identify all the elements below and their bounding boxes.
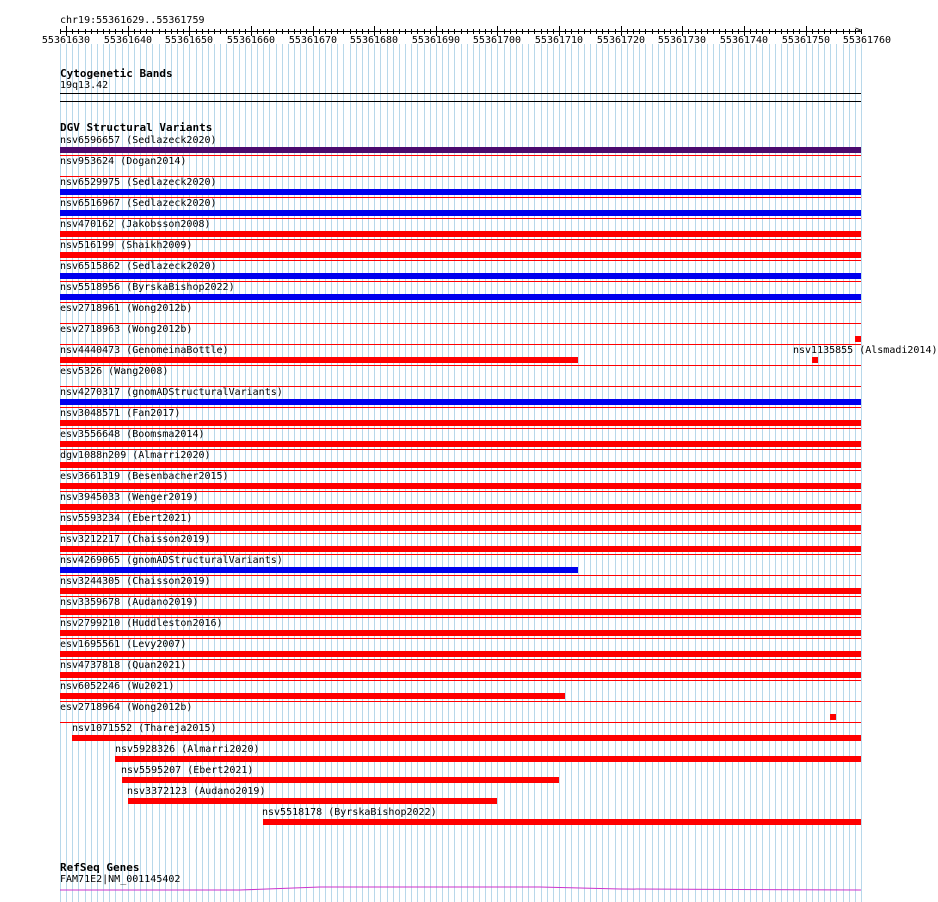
dgv-variant-label[interactable]: nsv470162 (Jakobsson2008) <box>60 219 211 230</box>
dgv-variant-bar[interactable] <box>60 588 861 594</box>
dgv-variant-bar[interactable] <box>60 504 861 510</box>
ruler-minor-tick <box>861 29 862 34</box>
dgv-variant-label[interactable]: nsv4737818 (Quan2021) <box>60 660 187 671</box>
cytoband-label[interactable]: 19q13.42 <box>60 80 109 91</box>
dgv-variant-bar[interactable] <box>60 609 861 615</box>
ruler-tick-label: 55361690 <box>411 35 461 46</box>
cytoband-track-line <box>60 93 861 94</box>
dgv-variant-bar[interactable] <box>60 441 861 447</box>
dgv-variant-label[interactable]: nsv5518956 (ByrskaBishop2022) <box>60 282 235 293</box>
ruler-tick-label: 55361710 <box>534 35 584 46</box>
dgv-variant-bar[interactable] <box>60 693 565 699</box>
dgv-variant-bar[interactable] <box>60 630 861 636</box>
dgv-variant-label[interactable]: nsv5595207 (Ebert2021) <box>121 765 254 776</box>
dgv-variant-bar[interactable] <box>60 462 861 468</box>
dgv-variant-label[interactable]: nsv1071552 (Thareja2015) <box>72 723 217 734</box>
dgv-variant-bar[interactable] <box>830 714 836 720</box>
dgv-variant-bar[interactable] <box>72 735 861 741</box>
dgv-variant-bar[interactable] <box>60 210 861 216</box>
dgv-variant-bar[interactable] <box>60 420 861 426</box>
dgv-variant-label[interactable]: nsv3212217 (Chaisson2019) <box>60 534 211 545</box>
dgv-variant-label[interactable]: esv2718964 (Wong2012b) <box>60 702 193 713</box>
ruler[interactable] <box>0 0 890 50</box>
dgv-variant-label[interactable]: nsv953624 (Dogan2014) <box>60 156 187 167</box>
dgv-variant-bar[interactable] <box>60 672 861 678</box>
dgv-variant-label[interactable]: nsv3372123 (Audano2019) <box>127 786 266 797</box>
dgv-variant-bar[interactable] <box>60 567 578 573</box>
region-label: chr19:55361629..55361759 <box>60 15 205 26</box>
refseq-gene-label[interactable]: FAM71E2|NM_001145402 <box>60 874 181 885</box>
ruler-tick-label: 55361740 <box>719 35 769 46</box>
dgv-variant-label[interactable]: nsv6515862 (Sedlazeck2020) <box>60 261 217 272</box>
dgv-variant-label[interactable]: nsv6052246 (Wu2021) <box>60 681 175 692</box>
ruler-tick-label: 55361640 <box>103 35 153 46</box>
dgv-variant-label[interactable]: nsv516199 (Shaikh2009) <box>60 240 193 251</box>
ruler-tick-label: 55361750 <box>781 35 831 46</box>
dgv-variant-label[interactable]: nsv3945033 (Wenger2019) <box>60 492 199 503</box>
dgv-variant-bar[interactable] <box>60 252 861 258</box>
dgv-variant-bar[interactable] <box>122 777 559 783</box>
dgv-variant-bar[interactable] <box>60 273 861 279</box>
dgv-variant-label[interactable]: nsv6596657 (Sedlazeck2020) <box>60 135 217 146</box>
ruler-tick-label: 55361630 <box>41 35 91 46</box>
ruler-tick-label: 55361700 <box>472 35 522 46</box>
dgv-track-title: DGV Structural Variants <box>60 121 213 134</box>
ruler-tick-label: 55361670 <box>288 35 338 46</box>
dgv-variant-label[interactable]: esv1695561 (Levy2007) <box>60 639 187 650</box>
dgv-variant-label[interactable]: nsv4440473 (GenomeinaBottle) <box>60 345 229 356</box>
dgv-variant-bar[interactable] <box>60 231 861 237</box>
dgv-variant-bar[interactable] <box>60 147 861 153</box>
ruler-axis-line <box>60 31 861 32</box>
dgv-variant-bar[interactable] <box>60 525 861 531</box>
cytobands-track-title: Cytogenetic Bands <box>60 67 173 80</box>
ruler-tick-label: 55361730 <box>657 35 707 46</box>
dgv-variant-bar[interactable] <box>60 189 861 195</box>
dgv-variant-label[interactable]: esv3556648 (Boomsma2014) <box>60 429 205 440</box>
dgv-variant-label[interactable]: nsv2799210 (Huddleston2016) <box>60 618 223 629</box>
dgv-variant-bar[interactable] <box>60 399 861 405</box>
dgv-variant-label[interactable]: nsv5928326 (Almarri2020) <box>115 744 260 755</box>
dgv-variant-label[interactable]: esv5326 (Wang2008) <box>60 366 169 377</box>
dgv-variant-bar[interactable] <box>128 798 497 804</box>
dgv-variant-bar[interactable] <box>60 546 861 552</box>
dgv-row-separator <box>60 365 861 366</box>
dgv-variant-bar[interactable] <box>115 756 861 762</box>
dgv-variant-bar[interactable] <box>263 819 861 825</box>
dgv-variant-label[interactable]: nsv6529975 (Sedlazeck2020) <box>60 177 217 188</box>
dgv-variant-label[interactable]: nsv3244305 (Chaisson2019) <box>60 576 211 587</box>
dgv-variant-label[interactable]: esv3661319 (Besenbacher2015) <box>60 471 229 482</box>
dgv-variant-label[interactable]: nsv4270317 (gnomADStructuralVariants) <box>60 387 283 398</box>
dgv-variant-label[interactable]: nsv4269065 (gnomADStructuralVariants) <box>60 555 283 566</box>
cytoband-track-bottom-line <box>60 101 861 102</box>
dgv-variant-label[interactable]: dgv1088n209 (Almarri2020) <box>60 450 211 461</box>
dgv-variant-bar[interactable] <box>60 294 861 300</box>
dgv-variant-bar[interactable] <box>60 357 578 363</box>
dgv-variant-label[interactable]: nsv3048571 (Fan2017) <box>60 408 181 419</box>
dgv-variant-label[interactable]: esv2718961 (Wong2012b) <box>60 303 193 314</box>
refseq-gene-feature[interactable] <box>60 884 861 892</box>
ruler-tick-label: 55361650 <box>164 35 214 46</box>
refseq-track-title: RefSeq Genes <box>60 861 140 874</box>
dgv-variant-label[interactable]: nsv5593234 (Ebert2021) <box>60 513 193 524</box>
dgv-variant-bar[interactable] <box>812 357 818 363</box>
dgv-variant-label[interactable]: nsv6516967 (Sedlazeck2020) <box>60 198 217 209</box>
dgv-variant-label[interactable]: esv2718963 (Wong2012b) <box>60 324 193 335</box>
ruler-tick-label: 55361760 <box>842 35 892 46</box>
ruler-tick-label: 55361660 <box>226 35 276 46</box>
dgv-variant-bar[interactable] <box>855 336 861 342</box>
dgv-variant-label[interactable]: nsv3359678 (Audano2019) <box>60 597 199 608</box>
dgv-variant-bar[interactable] <box>60 651 861 657</box>
ruler-tick-label: 55361720 <box>596 35 646 46</box>
dgv-variant-bar[interactable] <box>60 483 861 489</box>
dgv-variant-label[interactable]: nsv5518178 (ByrskaBishop2022) <box>262 807 437 818</box>
dgv-row-separator <box>60 680 861 681</box>
ruler-tick-label: 55361680 <box>349 35 399 46</box>
dgv-variant-label[interactable]: nsv1135855 (Alsmadi2014) <box>793 345 938 356</box>
